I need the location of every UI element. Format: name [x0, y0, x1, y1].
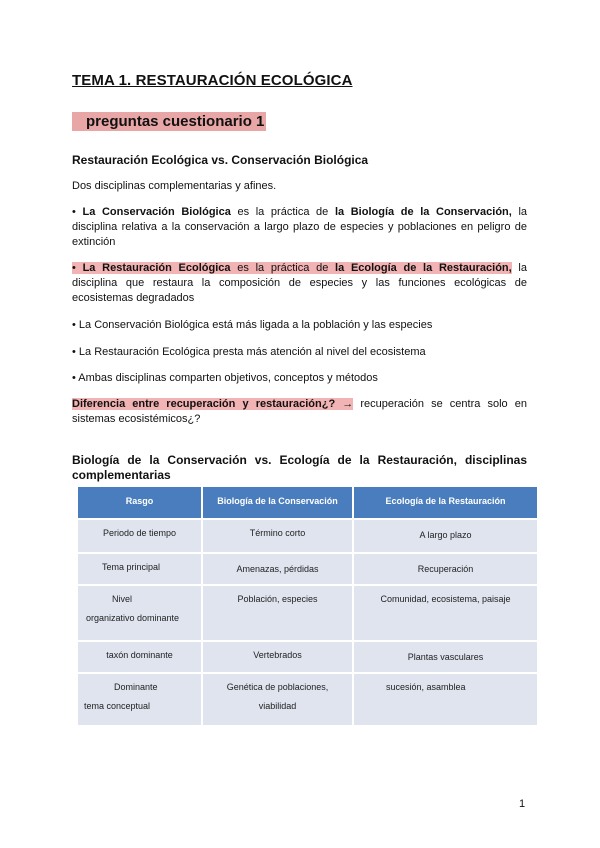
cell-rasgo: [78, 553, 202, 585]
bullet-point-1: • La Conservación Biológica está más ligada a la población y las especies: [72, 319, 433, 331]
cell-text: Vertebrados: [253, 650, 302, 660]
cell-text: Población, especies: [237, 594, 318, 604]
page-title: TEMA 1. RESTAURACIÓN ECOLÓGICA: [72, 72, 353, 89]
cell-restauracion: [353, 519, 537, 553]
connector-text: es la práctica de: [237, 262, 329, 274]
cell-text: tema conceptual: [84, 701, 151, 711]
paragraph-restauracion: [72, 261, 527, 306]
subtitle-banner: preguntas cuestionario 1: [72, 112, 266, 131]
table-row: [78, 519, 537, 553]
cell-restauracion: [353, 585, 537, 641]
cell-text: Tema principal: [101, 562, 161, 572]
paragraph-conservacion: [72, 205, 527, 250]
cell-text: Plantas vasculares: [407, 652, 484, 662]
definition-conservacion: la disciplina relativa a la conservación a largo plazo de especies y poblaciones en peligro de extinción: [72, 206, 528, 248]
difference-question-text: Diferencia entre recuperación y restauración¿? →: [72, 398, 354, 410]
term-conservacion: La Conservación Biológica: [82, 206, 231, 218]
cell-text: Dominante: [114, 682, 158, 692]
cell-conservacion: [202, 519, 353, 553]
table-row: [78, 673, 537, 725]
bullet: •: [72, 262, 76, 274]
cell-rasgo: [78, 519, 202, 553]
definition-restauracion: la disciplina que restaura la composición de especies y las funciones ecológicas de ecosistemas degradados: [72, 262, 527, 304]
cell-text: taxón dominante: [106, 650, 173, 660]
discipline-restauracion: la Ecología de la Restauración,: [335, 262, 512, 274]
table-row: [78, 585, 537, 641]
section-heading-1: Restauración Ecológica vs. Conservación Biológica: [72, 153, 369, 167]
cell-restauracion: [353, 641, 537, 673]
cell-conservacion: [202, 641, 353, 673]
header-restauracion: Ecología de la Restauración: [353, 487, 537, 519]
cell-text: Genética de poblaciones,: [226, 682, 329, 692]
table-header-row: [78, 487, 537, 519]
cell-text: viabilidad: [258, 701, 297, 711]
bullet-point-3: • Ambas disciplinas comparten objetivos, conceptos y métodos: [72, 372, 378, 384]
cell-text: Término corto: [249, 528, 306, 538]
section-heading-2: Biología de la Conservación vs. Ecología de la Restauración, disciplinas complementarias: [72, 453, 527, 482]
cell-text: Recuperación: [417, 564, 474, 574]
table-row: [78, 553, 537, 585]
connector-text: es la práctica de: [237, 206, 329, 218]
cell-text: sucesión, asamblea: [386, 682, 466, 692]
cell-text: Periodo de tiempo: [102, 528, 177, 538]
cell-text: organizativo dominante: [86, 613, 180, 623]
cell-rasgo: [78, 673, 202, 725]
cell-restauracion: [353, 553, 537, 585]
cell-rasgo: [78, 641, 202, 673]
bullet: •: [72, 206, 76, 218]
header-rasgo: Rasgo: [78, 487, 202, 519]
difference-answer-text: recuperación se centra solo en sistemas ecosistémicos¿?: [72, 398, 527, 425]
page-number: 1: [519, 798, 526, 810]
cell-text: Amenazas, pérdidas: [236, 564, 319, 574]
cell-restauracion: [353, 673, 537, 725]
cell-conservacion: [202, 553, 353, 585]
cell-text: Nivel: [112, 594, 133, 604]
term-restauracion: La Restauración Ecológica: [82, 262, 231, 274]
comparison-table: [78, 487, 537, 725]
bullet-point-2: • La Restauración Ecológica presta más atención al nivel del ecosistema: [72, 346, 426, 358]
header-conservacion: Biología de la Conservación: [202, 487, 353, 519]
cell-text: A largo plazo: [419, 530, 472, 540]
intro-paragraph: Dos disciplinas complementarias y afines.: [72, 180, 277, 192]
discipline-conservacion: la Biología de la Conservación,: [334, 206, 512, 218]
table-row: [78, 641, 537, 673]
cell-rasgo: [78, 585, 202, 641]
cell-text: Comunidad, ecosistema, paisaje: [380, 594, 511, 604]
cell-conservacion: [202, 585, 353, 641]
difference-question: [72, 397, 527, 427]
cell-conservacion: [202, 673, 353, 725]
